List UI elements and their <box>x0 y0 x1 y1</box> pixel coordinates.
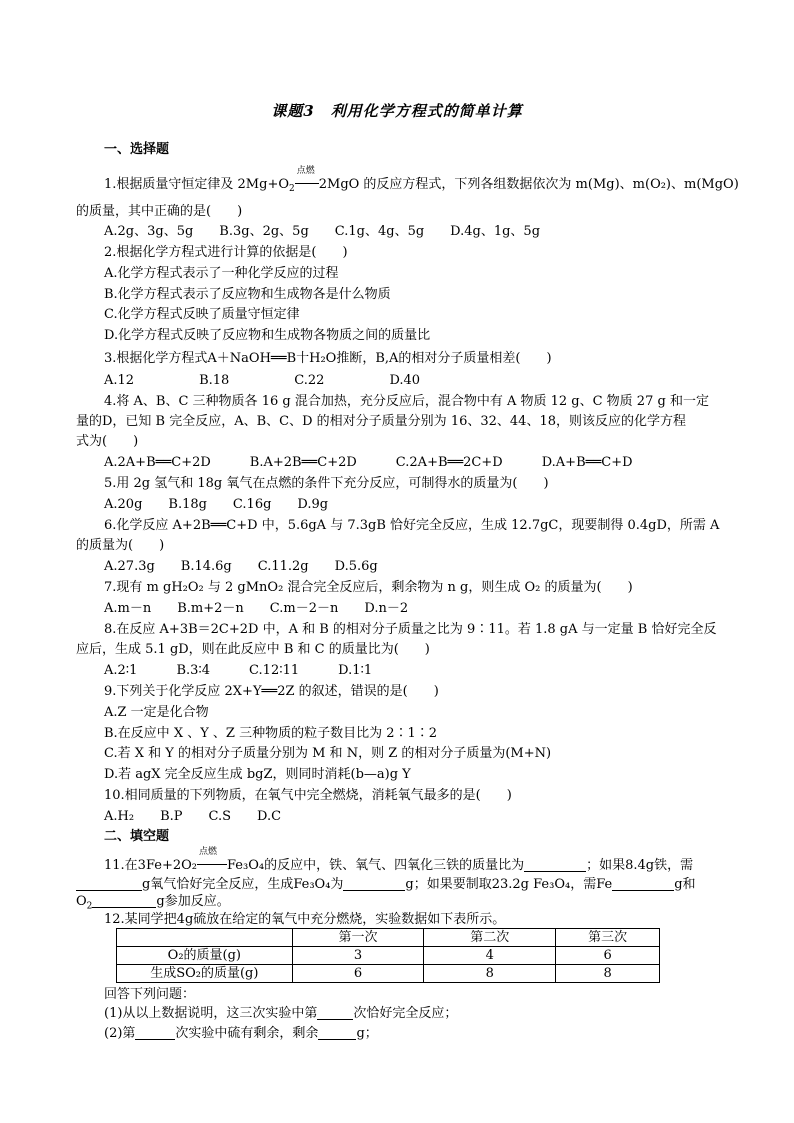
answer-blank-fe-mass[interactable] <box>612 876 674 891</box>
question-9: 9.下列关于化学反应 2X+Y══2Z 的叙述，错误的是( ) <box>104 684 439 699</box>
question-4-line-2: 量的D，已知 B 完全反应，A、B、C、D 的相对分子质量分别为 16、32、44、18，则该反应的化学方程 <box>76 414 686 429</box>
question-12-prompt: 回答下列问题： <box>104 987 196 1002</box>
question-12-part-1: (1)从以上数据说明，这三次实验中第 次恰好完全反应； <box>104 1006 458 1021</box>
table-row <box>117 947 660 965</box>
answer-blank-trial-leftover[interactable] <box>135 1025 175 1040</box>
question-1-line-1: 1.根据质量守恒定律及 $2Mg+O_2$ 点燃 2MgO 的反应方程式，下列各组数据依次为 m(Mg)、m(O₂)、m(MgO) <box>104 166 739 194</box>
question-9-option-a: A.Z 一定是化合物 <box>104 705 209 720</box>
table-header-row <box>117 929 660 947</box>
question-8-options: A.2∶1 B.3∶4 C.12∶11 D.1∶1 <box>104 663 373 678</box>
question-4-options: A.2A+B══C+2D B.A+2B══C+2D C.2A+B══2C+D D.A+B══C+D <box>104 455 633 470</box>
table-row <box>117 965 660 983</box>
answer-blank-mass-ratio[interactable] <box>524 857 586 872</box>
question-4-line-3: 式为( ) <box>76 434 139 449</box>
table-cell: 6 <box>292 965 424 983</box>
section-heading-fill: 二、填空题 <box>104 829 170 844</box>
table-cell: 8 <box>424 965 556 983</box>
section-heading-choice: 一、选择题 <box>104 142 170 157</box>
question-5: 5.用 2g 氢气和 18g 氧气在点燃的条件下充分反应，可制得水的质量为( ) <box>104 476 549 491</box>
table-header-cell: 第一次 <box>292 929 424 947</box>
answer-blank-oxygen-mass[interactable] <box>76 876 142 891</box>
question-2: 2.根据化学方程式进行计算的依据是( ) <box>104 245 348 260</box>
question-2-option-a: A.化学方程式表示了一种化学反应的过程 <box>104 266 339 281</box>
question-5-options: A.20g B.18g C.16g D.9g <box>104 497 329 512</box>
answer-blank-leftover-mass[interactable] <box>318 1025 356 1040</box>
answer-blank-trial-complete[interactable] <box>317 1005 353 1020</box>
question-2-option-d: D.化学方程式反映了反应物和生成物各物质之间的质量比 <box>104 328 431 343</box>
question-7: 7.现有 m gH₂O₂ 与 2 gMnO₂ 混合完全反应后，剩余物为 n g，则生成 O₂ 的质量为( ) <box>104 580 633 595</box>
question-3: 3.根据化学方程式A＋NaOH══B十H₂O推断，B,A的相对分子质量相差( ) <box>104 351 552 366</box>
question-4-line-1: 4.将 A、B、C 三种物质各 16 g 混合加热，充分反应后，混合物中有 A 物质 12 g、C 物质 27 g 和一定 <box>104 394 709 409</box>
question-7-options: A.m－n B.m+2－n C.m－2－n D.n－2 <box>104 601 409 616</box>
question-12-part-2: (2)第 次实验中硫有剩余，剩余 g； <box>104 1026 378 1041</box>
question-2-option-b: B.化学方程式表示了反应物和生成物各是什么物质 <box>104 287 391 302</box>
question-11-line-2: g氧气恰好完全反应，生成Fe₃O₄为 g；如果要制取23.2g Fe₃O₄，需Fe g和 <box>76 876 696 894</box>
question-8-line-2: 应后，生成 5.1 gD，则在此反应中 B 和 C 的质量比为( ) <box>76 642 430 657</box>
question-1-options: A.2g、3g、5g B.3g、2g、5g C.1g、4g、5g D.4g、1g、5g <box>104 224 541 239</box>
page-title: 课题3 利用化学方程式的简单计算 <box>271 102 523 120</box>
question-3-options: A.12 B.18 C.22 D.40 <box>104 373 421 388</box>
reaction-arrow: 点燃 <box>295 176 319 194</box>
table-header-cell <box>117 929 293 947</box>
question-10-options: A.H₂ B.P C.S D.C <box>104 809 282 824</box>
question-6-line-1: 6.化学反应 A+2B══C+D 中，5.6gA 与 7.3gB 恰好完全反应，生成 12.7gC，现要制得 0.4gD，所需 A <box>104 518 720 533</box>
answer-blank-o2-mass[interactable] <box>92 893 156 908</box>
question-10: 10.相同质量的下列物质，在氧气中完全燃烧，消耗氧气最多的是( ) <box>104 788 512 803</box>
question-9-option-d: D.若 agX 完全反应生成 bgZ，则同时消耗(b—a)g Y <box>104 767 411 782</box>
table-cell: O₂的质量(g) <box>117 947 293 965</box>
table-cell: 3 <box>292 947 424 965</box>
experiment-data-table <box>116 928 660 983</box>
question-6-line-2: 的质量为( ) <box>76 538 165 553</box>
table-cell: 6 <box>556 947 660 965</box>
question-1-line-2: 的质量，其中正确的是( ) <box>76 204 243 219</box>
question-8-line-1: 8.在反应 A+3B＝2C+2D 中，A 和 B 的相对分子质量之比为 9∶11。若 1.8 gA 与一定量 B 恰好完全反 <box>104 622 717 637</box>
table-cell: 4 <box>424 947 556 965</box>
table-cell: 8 <box>556 965 660 983</box>
question-9-option-b: B.在反应中 X 、Y 、Z 三种物质的粒子数目比为 2∶1∶2 <box>104 726 438 741</box>
question-6-options: A.27.3g B.14.6g C.11.2g D.5.6g <box>104 559 378 574</box>
table-header-cell: 第三次 <box>556 929 660 947</box>
reaction-arrow: 点燃 <box>197 857 227 875</box>
question-2-option-c: C.化学方程式反映了质量守恒定律 <box>104 307 300 322</box>
question-11-line-1: 11.在3Fe+2O₂ 点燃 Fe₃O₄的反应中，铁、氧气、四氧化三铁的质量比为 ；如果8.4g铁，需 <box>104 847 694 873</box>
question-12: 12.某同学把4g硫放在给定的氧气中充分燃烧，实验数据如下表所示。 <box>104 912 506 927</box>
answer-blank-fe3o4-mass[interactable] <box>343 876 405 891</box>
table-cell: 生成SO₂的质量(g) <box>117 965 293 983</box>
table-header-cell: 第二次 <box>424 929 556 947</box>
question-11-line-3: $O_2$ g参加反应。 <box>76 894 230 912</box>
question-9-option-c: C.若 X 和 Y 的相对分子质量分别为 M 和 N，则 Z 的相对分子质量为(M+N) <box>104 746 552 761</box>
